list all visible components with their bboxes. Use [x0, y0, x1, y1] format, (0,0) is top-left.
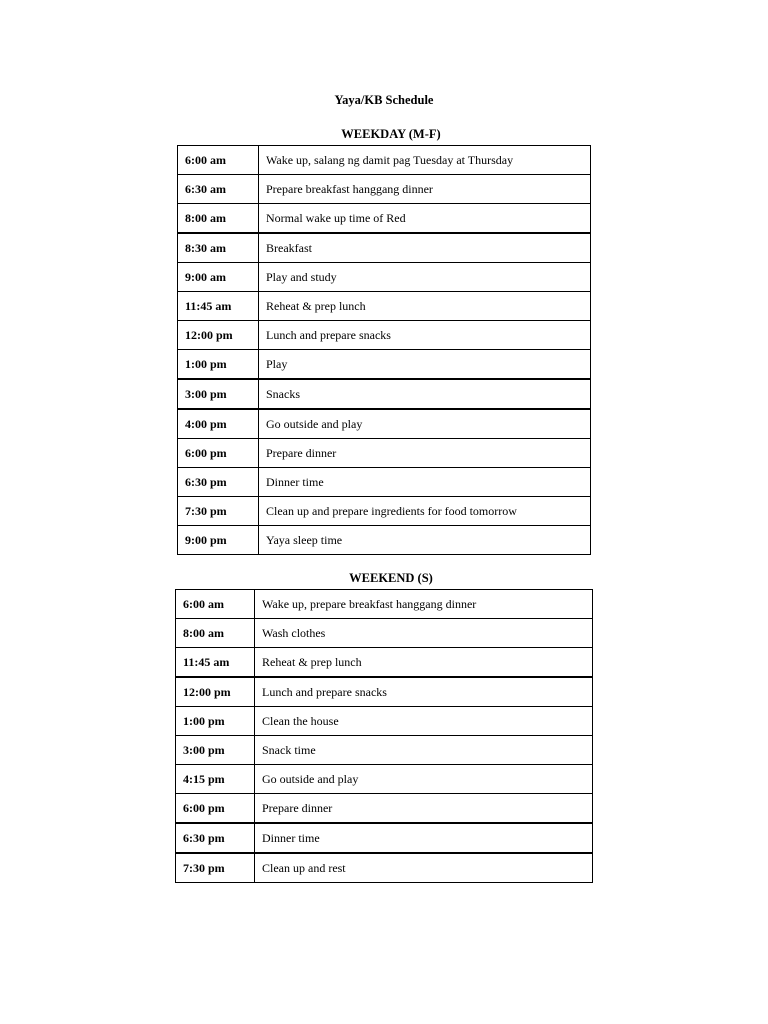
time-cell: 9:00 pm	[178, 526, 259, 555]
table-row	[178, 497, 591, 526]
table-row	[176, 648, 593, 678]
table-row	[178, 146, 591, 175]
activity-cell: Clean up and rest	[255, 853, 593, 883]
table-row	[178, 263, 591, 292]
document-title: Yaya/KB Schedule	[334, 93, 434, 107]
time-cell: 7:30 pm	[178, 497, 259, 526]
table-row	[178, 350, 591, 380]
time-cell: 6:00 am	[178, 146, 259, 175]
weekend-heading: WEEKEND (S)	[349, 571, 433, 585]
activity-cell: Lunch and prepare snacks	[255, 677, 593, 707]
activity-cell: Prepare dinner	[259, 439, 591, 468]
weekend-schedule-table	[175, 589, 593, 883]
table-row	[176, 707, 593, 736]
table-row	[176, 794, 593, 824]
time-cell: 4:00 pm	[178, 409, 259, 439]
activity-cell: Go outside and play	[255, 765, 593, 794]
time-cell: 3:00 pm	[176, 736, 255, 765]
table-row	[178, 175, 591, 204]
activity-cell: Reheat & prep lunch	[259, 292, 591, 321]
time-cell: 6:30 pm	[178, 468, 259, 497]
time-cell: 4:15 pm	[176, 765, 255, 794]
time-cell: 8:00 am	[176, 619, 255, 648]
time-cell: 12:00 pm	[176, 677, 255, 707]
activity-cell: Dinner time	[259, 468, 591, 497]
table-row	[176, 677, 593, 707]
time-cell: 6:30 pm	[176, 823, 255, 853]
time-cell: 7:30 pm	[176, 853, 255, 883]
table-row	[176, 619, 593, 648]
table-row	[178, 409, 591, 439]
time-cell: 6:00 am	[176, 590, 255, 619]
time-cell: 11:45 am	[178, 292, 259, 321]
table-row	[176, 853, 593, 883]
time-cell: 1:00 pm	[176, 707, 255, 736]
time-cell: 1:00 pm	[178, 350, 259, 380]
activity-cell: Snacks	[259, 379, 591, 409]
time-cell: 3:00 pm	[178, 379, 259, 409]
activity-cell: Lunch and prepare snacks	[259, 321, 591, 350]
time-cell: 6:00 pm	[178, 439, 259, 468]
activity-cell: Wake up, prepare breakfast hanggang dinner	[255, 590, 593, 619]
table-row	[178, 526, 591, 555]
time-cell: 8:00 am	[178, 204, 259, 234]
activity-cell: Clean the house	[255, 707, 593, 736]
table-row	[178, 439, 591, 468]
activity-cell: Wash clothes	[255, 619, 593, 648]
activity-cell: Snack time	[255, 736, 593, 765]
table-row	[176, 765, 593, 794]
time-cell: 6:30 am	[178, 175, 259, 204]
time-cell: 11:45 am	[176, 648, 255, 678]
table-row	[178, 379, 591, 409]
table-row	[178, 468, 591, 497]
table-row	[176, 590, 593, 619]
activity-cell: Wake up, salang ng damit pag Tuesday at Thursday	[259, 146, 591, 175]
activity-cell: Play and study	[259, 263, 591, 292]
time-cell: 12:00 pm	[178, 321, 259, 350]
time-cell: 6:00 pm	[176, 794, 255, 824]
activity-cell: Clean up and prepare ingredients for food tomorrow	[259, 497, 591, 526]
table-row	[178, 321, 591, 350]
table-row	[176, 736, 593, 765]
weekday-schedule-table	[177, 145, 591, 555]
table-row	[178, 292, 591, 321]
activity-cell: Yaya sleep time	[259, 526, 591, 555]
activity-cell: Dinner time	[255, 823, 593, 853]
activity-cell: Breakfast	[259, 233, 591, 263]
table-row	[178, 233, 591, 263]
activity-cell: Normal wake up time of Red	[259, 204, 591, 234]
activity-cell: Play	[259, 350, 591, 380]
table-row	[178, 204, 591, 234]
activity-cell: Reheat & prep lunch	[255, 648, 593, 678]
table-row	[176, 823, 593, 853]
weekday-heading: WEEKDAY (M-F)	[341, 127, 441, 141]
time-cell: 8:30 am	[178, 233, 259, 263]
activity-cell: Prepare dinner	[255, 794, 593, 824]
activity-cell: Prepare breakfast hanggang dinner	[259, 175, 591, 204]
time-cell: 9:00 am	[178, 263, 259, 292]
activity-cell: Go outside and play	[259, 409, 591, 439]
